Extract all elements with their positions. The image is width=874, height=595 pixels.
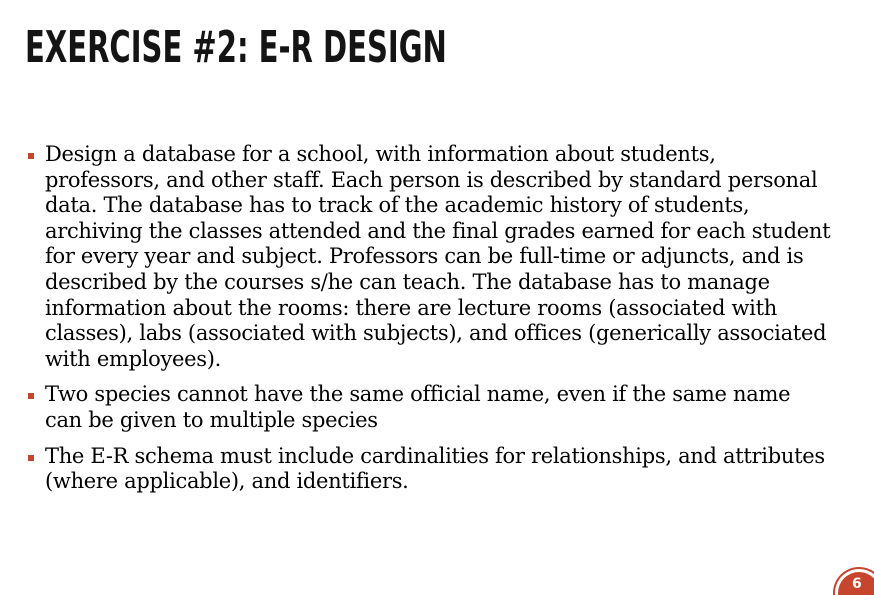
bullet-list	[28, 142, 833, 505]
page-number-badge	[838, 572, 874, 595]
bullet-item-er-schema	[28, 444, 833, 495]
bullet-text: Two species cannot have the same official name, even if the same name can be given to multiple species	[45, 382, 791, 432]
square-bullet-icon	[28, 153, 34, 159]
page-number: 6	[852, 576, 862, 592]
square-bullet-icon	[28, 455, 34, 461]
bullet-text: The E-R schema must include cardinalities for relationships, and attributes (where applicable), and identifiers.	[45, 443, 825, 494]
bullet-text: Design a database for a school, with information about students, professors, and other staff. Each person is described by standard personal data. The database has to track of the academic history of students, archiving the classes attended and the final grades earned for each student for every year and subject. Professors can be full-time or adjuncts, and is described by the courses s/he can teach. The database has to manage information about the rooms: there are lecture rooms (associated with classes), labs (associated with subjects), and offices (generically associated with employees).	[45, 142, 831, 371]
bullet-item-school-database	[28, 142, 833, 372]
bullet-item-species-name	[28, 382, 833, 433]
slide-title: EXERCISE #2: E-R DESIGN	[25, 22, 447, 73]
square-bullet-icon	[28, 393, 34, 399]
